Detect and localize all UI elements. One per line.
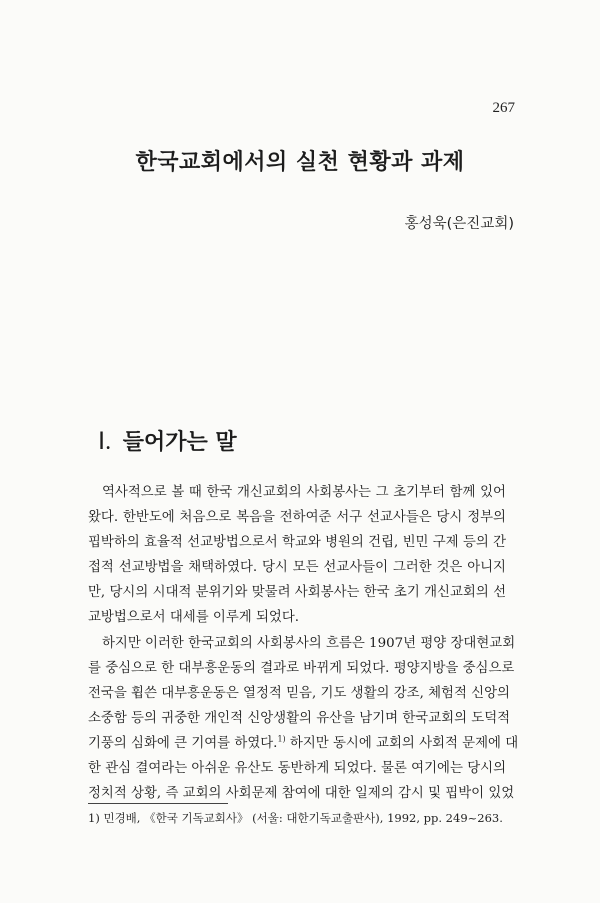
- text-line: 만, 당시의 시대적 분위기와 맞물려 사회봉사는 한국 초기 개신교회의 선: [88, 585, 506, 601]
- section-title: 들어가는 말: [122, 430, 237, 455]
- paragraph-2: [88, 631, 519, 807]
- text-line: 핍박하의 효율적 선교방법으로서 학교와 병원의 건립, 빈민 구제 등의 간: [88, 535, 506, 551]
- text-line: 역사적으로 볼 때 한국 개신교회의 사회봉사는 그 초기부터 함께 있어: [102, 485, 506, 500]
- text-line: 정치적 상황, 즉 교회의 사회문제 참여에 대한 일제의 감시 및 핍박이 있었: [88, 786, 515, 802]
- text-line: 소중함 등의 귀중한 개인적 신앙생활의 유산을 남기며 한국교회의 도덕적: [88, 710, 511, 726]
- text-line: 교방법으로서 대세를 이루게 되었다.: [88, 610, 300, 626]
- text-segment: 기풍의 심화에 큰 기여를 하였다.: [88, 735, 278, 751]
- footnote-divider: [88, 803, 228, 804]
- paragraph-1: [88, 480, 506, 631]
- text-line: 접적 선교방법을 채택하였다. 당시 모든 선교사들이 그러한 것은 아니지: [88, 560, 506, 576]
- text-line: 전국을 휩쓴 대부흥운동은 열정적 믿음, 기도 생활의 강조, 체험적 신앙의: [88, 685, 510, 701]
- article-title: 한국교회에서의 실천 현황과 과제: [135, 150, 465, 175]
- text-line: 한 관심 결여라는 아쉬운 유산도 동반하게 되었다. 물론 여기에는 당시의: [88, 761, 506, 777]
- section-heading: [98, 425, 237, 456]
- text-segment: 하지만 동시에 교회의 사회적 문제에 대: [285, 735, 519, 751]
- footnote-reference[interactable]: 1): [277, 734, 286, 744]
- text-line: 하지만 이러한 한국교회의 사회봉사의 흐름은 1907년 평양 장대현교회: [102, 635, 516, 651]
- body-text: [88, 480, 519, 806]
- text-line: 를 중심으로 한 대부흥운동의 결과로 바뀌게 되었다. 평양지방을 중심으로: [88, 660, 515, 676]
- text-line: 왔다. 한반도에 처음으로 복음을 전하여준 서구 선교사들은 당시 정부의: [88, 510, 506, 526]
- text-line: [88, 731, 519, 756]
- footnote: 1) 민경배, 《한국 기독교회사》 (서울: 대한기독교출판사), 1992, pp. 249~263.: [88, 811, 503, 825]
- author-line: 홍성욱(은진교회): [404, 216, 514, 232]
- page-number: 267: [492, 100, 515, 116]
- section-number: Ⅰ.: [98, 429, 112, 455]
